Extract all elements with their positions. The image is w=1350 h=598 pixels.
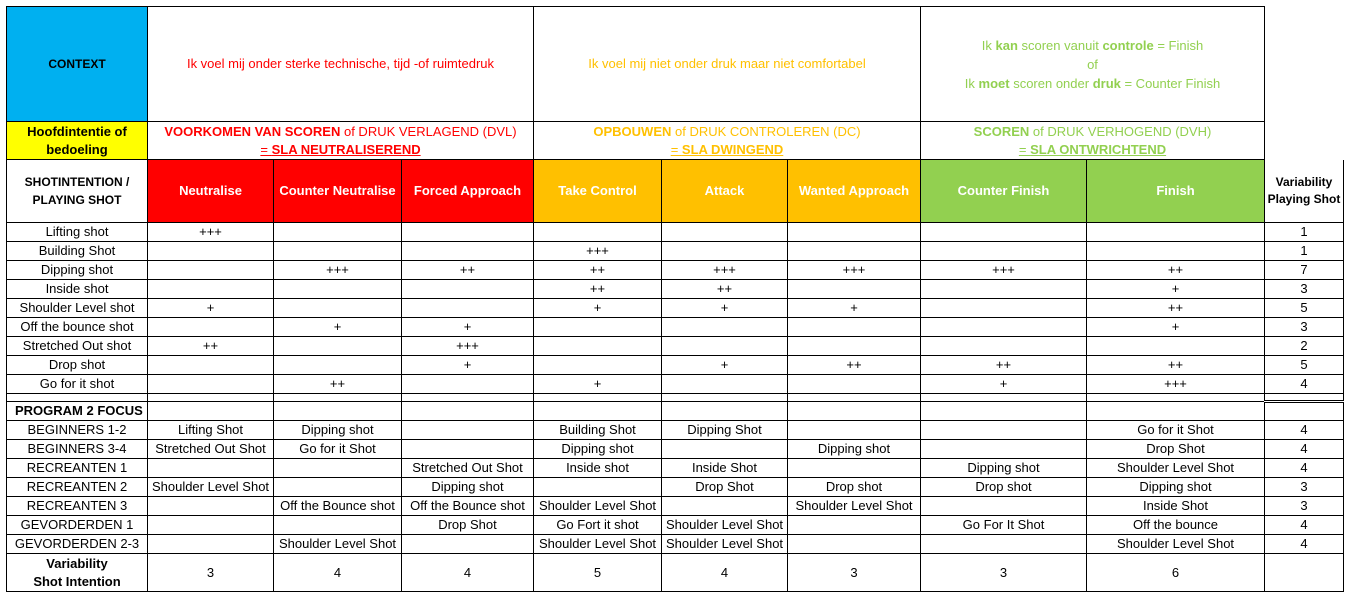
shot-cell — [148, 242, 274, 261]
shot-cell — [274, 223, 402, 242]
shot-cell — [1087, 337, 1265, 356]
shot-cell — [534, 356, 662, 375]
shot-name: Shoulder Level shot — [7, 299, 148, 318]
shot-row — [7, 242, 1344, 261]
program-cell: Dipping shot — [921, 459, 1087, 478]
shot-cell — [921, 337, 1087, 356]
shot-cell: + — [402, 318, 534, 337]
program-cell — [788, 535, 921, 554]
program-cell — [274, 459, 402, 478]
shot-name: Dipping shot — [7, 261, 148, 280]
program-cell — [402, 440, 534, 459]
shot-cell: +++ — [662, 261, 788, 280]
variability-intention-value: 4 — [402, 554, 534, 592]
shot-cell: + — [534, 299, 662, 318]
shot-cell: +++ — [274, 261, 402, 280]
shot-cell: ++ — [534, 261, 662, 280]
shot-cell — [662, 242, 788, 261]
program-cell: Lifting Shot — [148, 421, 274, 440]
context-orange: Ik voel mij niet onder druk maar niet comfortabel — [534, 7, 921, 122]
shot-intention-header-row — [7, 160, 1344, 223]
hoofdintentie-red: VOORKOMEN VAN SCOREN of DRUK VERLAGEND (DVL) = SLA NEUTRALISEREND — [148, 122, 534, 160]
shot-cell: + — [921, 375, 1087, 394]
hoofdintentie-green: SCOREN of DRUK VERHOGEND (DVH) = SLA ONTWRICHTEND — [921, 122, 1265, 160]
program-cell — [402, 421, 534, 440]
variability-intention-label: Variability Shot Intention — [7, 554, 148, 592]
shot-cell — [662, 318, 788, 337]
shot-name: Off the bounce shot — [7, 318, 148, 337]
shot-cell — [148, 375, 274, 394]
program-cell: Off the bounce — [1087, 516, 1265, 535]
program-cell — [921, 421, 1087, 440]
program-cell: Shoulder Level Shot — [662, 535, 788, 554]
program-cell — [148, 516, 274, 535]
shot-row — [7, 223, 1344, 242]
variability-intention-value: 4 — [274, 554, 402, 592]
shot-cell — [662, 223, 788, 242]
shot-cell: ++ — [1087, 261, 1265, 280]
program-variability: 4 — [1265, 535, 1344, 554]
program-title: PROGRAM 2 FOCUS — [7, 402, 148, 421]
col-header-forced-approach: Forced Approach — [402, 160, 534, 223]
program-cell: Shoulder Level Shot — [274, 535, 402, 554]
program-cell: Drop shot — [788, 478, 921, 497]
shot-cell — [921, 242, 1087, 261]
shot-cell: +++ — [148, 223, 274, 242]
program-cell — [662, 497, 788, 516]
shot-cell — [148, 261, 274, 280]
shot-cell — [402, 299, 534, 318]
program-level: BEGINNERS 1-2 — [7, 421, 148, 440]
shot-cell — [1087, 242, 1265, 261]
program-cell: Dipping Shot — [662, 421, 788, 440]
program-cell — [148, 535, 274, 554]
program-cell: Off the Bounce shot — [402, 497, 534, 516]
program-level: RECREANTEN 2 — [7, 478, 148, 497]
program-cell: Go for it Shot — [274, 440, 402, 459]
program-cell: Shoulder Level Shot — [534, 535, 662, 554]
program-cell — [148, 497, 274, 516]
shot-variability: 7 — [1265, 261, 1344, 280]
shot-cell — [921, 223, 1087, 242]
shot-row — [7, 299, 1344, 318]
program-cell — [274, 516, 402, 535]
shot-cell — [921, 280, 1087, 299]
program-cell — [788, 516, 921, 535]
program-cell — [534, 478, 662, 497]
variability-intention-value: 3 — [788, 554, 921, 592]
shot-variability: 1 — [1265, 223, 1344, 242]
program-row — [7, 459, 1344, 478]
shot-cell: +++ — [788, 261, 921, 280]
shot-cell: + — [788, 299, 921, 318]
program-variability: 4 — [1265, 440, 1344, 459]
shot-name: Inside shot — [7, 280, 148, 299]
shot-row — [7, 337, 1344, 356]
program-row — [7, 478, 1344, 497]
shot-cell — [788, 337, 921, 356]
variability-intention-value: 3 — [148, 554, 274, 592]
program-cell: Inside shot — [534, 459, 662, 478]
shot-cell: + — [1087, 280, 1265, 299]
program-cell: Dipping shot — [788, 440, 921, 459]
shot-cell: +++ — [921, 261, 1087, 280]
shot-name: Go for it shot — [7, 375, 148, 394]
hoofdintentie-orange: OPBOUWEN of DRUK CONTROLEREN (DC) = SLA DWINGEND — [534, 122, 921, 160]
shot-name: Building Shot — [7, 242, 148, 261]
shot-cell — [274, 299, 402, 318]
col-header-wanted-approach: Wanted Approach — [788, 160, 921, 223]
shot-cell — [274, 280, 402, 299]
shot-cell — [402, 223, 534, 242]
col-header-neutralise: Neutralise — [148, 160, 274, 223]
program-cell — [662, 440, 788, 459]
program-cell: Shoulder Level Shot — [534, 497, 662, 516]
shot-cell — [274, 337, 402, 356]
shot-cell: ++ — [534, 280, 662, 299]
variability-intention-row — [7, 554, 1344, 592]
context-green: Ik kan scoren vanuit controle = Finish of Ik moet scoren onder druk = Counter Finish — [921, 7, 1265, 122]
shot-cell: + — [1087, 318, 1265, 337]
program-cell: Dipping shot — [1087, 478, 1265, 497]
shot-cell: +++ — [1087, 375, 1265, 394]
shot-cell: ++ — [402, 261, 534, 280]
shot-cell — [921, 318, 1087, 337]
shot-cell — [274, 242, 402, 261]
shot-cell: ++ — [274, 375, 402, 394]
col-header-counter-neutralise: Counter Neutralise — [274, 160, 402, 223]
shot-cell — [788, 280, 921, 299]
shot-cell: + — [662, 299, 788, 318]
shot-cell — [921, 299, 1087, 318]
shot-cell — [534, 337, 662, 356]
program-cell: Dipping shot — [534, 440, 662, 459]
col-header-take-control: Take Control — [534, 160, 662, 223]
shot-cell: + — [148, 299, 274, 318]
shot-cell: ++ — [1087, 356, 1265, 375]
variability-intention-value: 3 — [921, 554, 1087, 592]
program-variability: 3 — [1265, 478, 1344, 497]
shot-cell — [148, 356, 274, 375]
program-cell — [788, 421, 921, 440]
shot-cell: +++ — [534, 242, 662, 261]
shot-cell — [148, 280, 274, 299]
shot-cell — [274, 356, 402, 375]
program-cell: Drop Shot — [662, 478, 788, 497]
shot-cell — [788, 318, 921, 337]
program-cell: Stretched Out Shot — [402, 459, 534, 478]
shot-cell — [1087, 223, 1265, 242]
variability-intention-value: 5 — [534, 554, 662, 592]
program-cell — [402, 535, 534, 554]
shot-variability: 2 — [1265, 337, 1344, 356]
context-red: Ik voel mij onder sterke technische, tijd -of ruimtedruk — [148, 7, 534, 122]
shot-variability: 1 — [1265, 242, 1344, 261]
shot-row — [7, 375, 1344, 394]
program-cell: Go Fort it shot — [534, 516, 662, 535]
shot-cell: +++ — [402, 337, 534, 356]
col-header-attack: Attack — [662, 160, 788, 223]
shot-name: Lifting shot — [7, 223, 148, 242]
program-cell: Inside Shot — [662, 459, 788, 478]
shot-cell: ++ — [1087, 299, 1265, 318]
program-cell: Drop shot — [921, 478, 1087, 497]
program-cell: Shoulder Level Shot — [1087, 535, 1265, 554]
shot-cell — [788, 242, 921, 261]
program-level: GEVORDERDEN 2-3 — [7, 535, 148, 554]
program-cell — [921, 497, 1087, 516]
shot-variability: 5 — [1265, 356, 1344, 375]
shot-name: Drop shot — [7, 356, 148, 375]
program-cell: Go for it Shot — [1087, 421, 1265, 440]
program-cell — [148, 459, 274, 478]
program-cell: Stretched Out Shot — [148, 440, 274, 459]
program-level: GEVORDERDEN 1 — [7, 516, 148, 535]
shot-variability: 3 — [1265, 280, 1344, 299]
program-row — [7, 440, 1344, 459]
shot-cell — [402, 280, 534, 299]
program-variability: 3 — [1265, 497, 1344, 516]
program-cell — [921, 535, 1087, 554]
shot-cell — [534, 318, 662, 337]
shot-row — [7, 356, 1344, 375]
program-cell: Shoulder Level Shot — [662, 516, 788, 535]
shot-variability: 4 — [1265, 375, 1344, 394]
variability-intention-value: 6 — [1087, 554, 1265, 592]
shot-cell: + — [274, 318, 402, 337]
hoofdintentie-label: Hoofdintentie of bedoeling — [7, 122, 148, 160]
shot-cell — [534, 223, 662, 242]
shot-cell: ++ — [662, 280, 788, 299]
col-header-counter-finish: Counter Finish — [921, 160, 1087, 223]
col-header-finish: Finish — [1087, 160, 1265, 223]
context-label: CONTEXT — [7, 7, 148, 122]
program-row — [7, 535, 1344, 554]
program-cell: Shoulder Level Shot — [788, 497, 921, 516]
shot-cell — [788, 223, 921, 242]
program-row — [7, 516, 1344, 535]
program-cell: Off the Bounce shot — [274, 497, 402, 516]
program-cell: Shoulder Level Shot — [1087, 459, 1265, 478]
program-variability: 4 — [1265, 459, 1344, 478]
program-cell: Building Shot — [534, 421, 662, 440]
spreadsheet-table — [6, 6, 1344, 592]
spacer-row — [7, 394, 1344, 402]
shot-cell: ++ — [788, 356, 921, 375]
variability-playing-shot-header: Variability Playing Shot — [1265, 160, 1344, 223]
shot-cell: + — [534, 375, 662, 394]
program-cell: Drop Shot — [402, 516, 534, 535]
program-cell: Dipping shot — [402, 478, 534, 497]
program-cell: Inside Shot — [1087, 497, 1265, 516]
shot-cell — [662, 375, 788, 394]
program-row — [7, 497, 1344, 516]
shot-cell — [402, 375, 534, 394]
program-cell — [921, 440, 1087, 459]
shot-cell — [662, 337, 788, 356]
program-cell — [274, 478, 402, 497]
program-cell: Shoulder Level Shot — [148, 478, 274, 497]
program-level: RECREANTEN 3 — [7, 497, 148, 516]
program-title-row — [7, 402, 1344, 421]
shot-variability: 3 — [1265, 318, 1344, 337]
shot-cell: ++ — [921, 356, 1087, 375]
program-level: BEGINNERS 3-4 — [7, 440, 148, 459]
program-cell — [788, 459, 921, 478]
shot-name: Stretched Out shot — [7, 337, 148, 356]
shot-cell: + — [402, 356, 534, 375]
shot-cell — [788, 375, 921, 394]
shot-row — [7, 261, 1344, 280]
shot-row — [7, 318, 1344, 337]
shot-cell — [402, 242, 534, 261]
shot-variability: 5 — [1265, 299, 1344, 318]
program-level: RECREANTEN 1 — [7, 459, 148, 478]
shot-cell: + — [662, 356, 788, 375]
shot-cell — [148, 318, 274, 337]
shot-intention-label: SHOTINTENTION / PLAYING SHOT — [7, 160, 148, 223]
variability-intention-value: 4 — [662, 554, 788, 592]
program-row — [7, 421, 1344, 440]
program-cell: Go For It Shot — [921, 516, 1087, 535]
shot-row — [7, 280, 1344, 299]
program-variability: 4 — [1265, 421, 1344, 440]
shot-cell: ++ — [148, 337, 274, 356]
program-cell: Drop Shot — [1087, 440, 1265, 459]
program-variability: 4 — [1265, 516, 1344, 535]
program-cell: Dipping shot — [274, 421, 402, 440]
